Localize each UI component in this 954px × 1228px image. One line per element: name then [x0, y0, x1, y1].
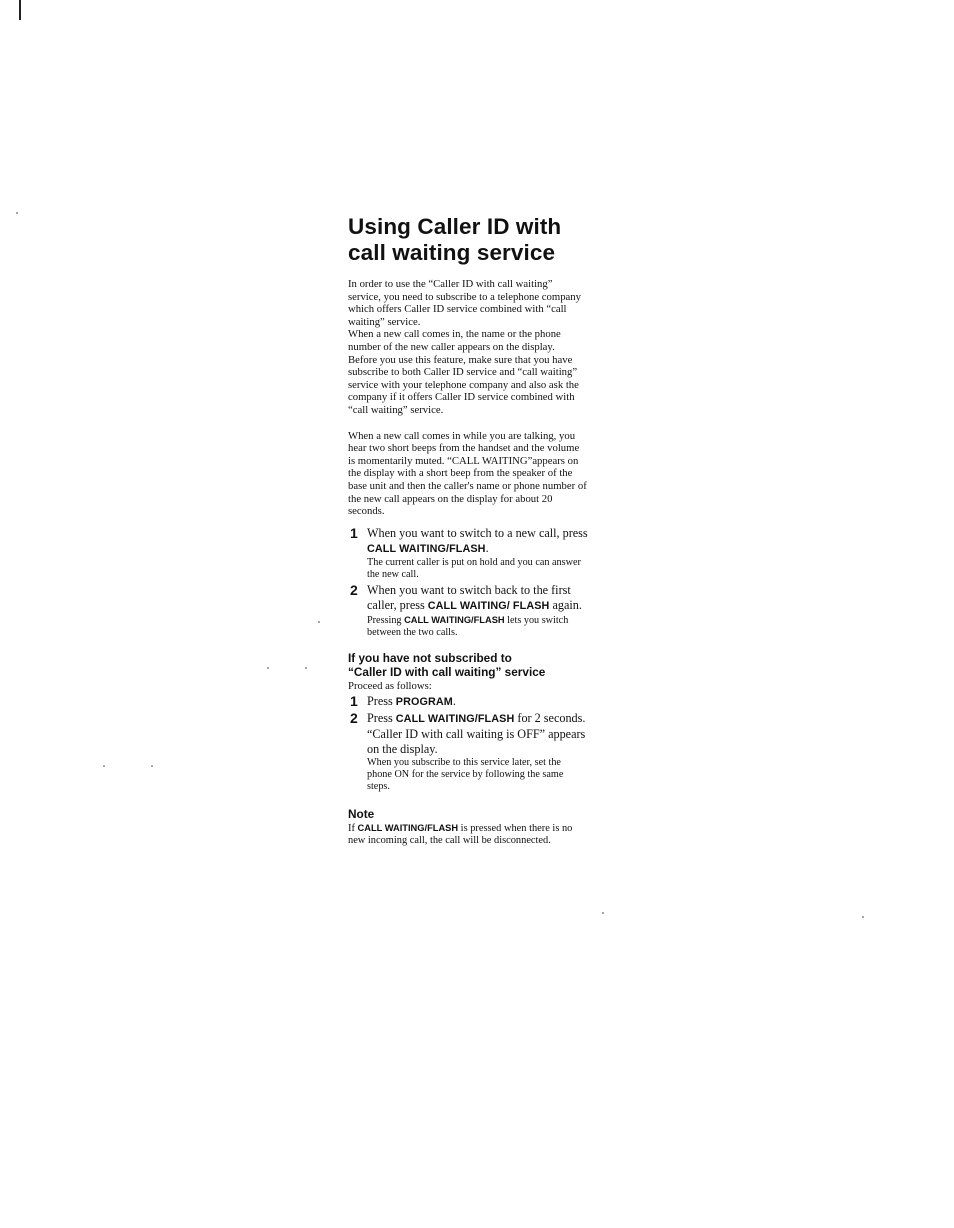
- step-text: [367, 694, 588, 710]
- intro-paragraph-3: Before you use this feature, make sure that you have subscribe to both Caller ID service and “call waiting” service with your telephone company and also ask the company if it offers Caller ID service combined with “call waiting” service.: [348, 353, 579, 416]
- intro-paragraph-1: In order to use the “Caller ID with call waiting” service, you need to subscribe to a telephone company which offers Caller ID service combined with “call waiting” service.: [348, 278, 581, 328]
- scan-speck: [305, 667, 307, 669]
- step-display-message: “Caller ID with call waiting is OFF” appears on the display.: [367, 726, 586, 756]
- unsubscribed-steps: [348, 694, 588, 793]
- step-result: When you subscribe to this service later, set the phone ON for the service by following the same steps.: [367, 756, 564, 792]
- step-result: The current caller is put on hold and you can answer the new call.: [367, 556, 581, 580]
- key-label: PROGRAM: [395, 695, 453, 708]
- step-text-part: When you want to switch back to the first caller, press: [367, 582, 571, 612]
- scan-speck: [602, 912, 604, 914]
- proceed-text: Proceed as follows:: [348, 679, 432, 692]
- step-number: 1: [350, 524, 358, 541]
- scan-speck: [103, 765, 105, 767]
- step-result: [367, 614, 588, 639]
- scan-edge-mark: [19, 0, 21, 20]
- step-text: [367, 526, 588, 557]
- step-text-part: .: [485, 540, 489, 555]
- step-text-part: again.: [549, 597, 582, 612]
- key-label: CALL WAITING/FLASH: [367, 542, 486, 555]
- step-sub-part: Pressing: [367, 614, 405, 626]
- scan-speck: [318, 621, 320, 623]
- subsection-heading: [348, 651, 588, 680]
- step-text: [367, 583, 588, 614]
- paragraph-gap: [348, 417, 588, 430]
- step-sub-part: lets you switch between the two calls.: [367, 614, 569, 638]
- step-number: 1: [350, 692, 358, 709]
- sub-step-2: [348, 711, 588, 793]
- step-text-part: for 2 seconds.: [514, 710, 586, 725]
- step-text: [367, 711, 588, 727]
- subsection-heading-line-1: If you have not subscribed to: [348, 650, 512, 665]
- scan-speck: [267, 667, 269, 669]
- sub-step-1: [348, 694, 588, 710]
- note-text: [348, 822, 588, 848]
- key-label: CALL WAITING/FLASH: [357, 822, 459, 833]
- key-label: CALL WAITING/FLASH: [395, 712, 515, 725]
- key-label: CALL WAITING/FLASH: [404, 614, 505, 625]
- step-text-part: When you want to switch to a new call, press: [367, 525, 588, 540]
- intro-paragraph-2: When a new call comes in, the name or the phone number of the new caller appears on the display.: [348, 328, 561, 353]
- title-line-1: Using Caller ID with: [348, 214, 562, 239]
- note-text-part: is pressed when there is no new incoming call, the call will be disconnected.: [348, 822, 573, 847]
- step-2: [348, 583, 588, 639]
- page-title: [348, 214, 588, 266]
- step-text-part: .: [452, 693, 456, 708]
- step-text-part: Press: [367, 693, 396, 708]
- key-label: CALL WAITING/ FLASH: [427, 599, 550, 612]
- step-text-part: Press: [367, 710, 396, 725]
- subsection-heading-line-2: “Caller ID with call waiting” service: [348, 665, 546, 680]
- scan-speck: [151, 765, 153, 767]
- title-line-2: call waiting service: [348, 240, 556, 265]
- step-number: 2: [350, 581, 358, 598]
- note-heading: Note: [348, 806, 375, 821]
- step-number: 2: [350, 709, 358, 726]
- scan-speck: [862, 916, 864, 918]
- scan-speck: [16, 212, 18, 214]
- switch-call-steps: [348, 526, 588, 639]
- step-1: [348, 526, 588, 581]
- body-paragraph: When a new call comes in while you are talking, you hear two short beeps from the handset and the volume is momentarily muted. “CALL WAITING”appears on the display with a short beep from the speaker of the base unit and then the caller's name or phone number of the new call appears on the display for about 20 seconds.: [348, 429, 587, 518]
- manual-page-column: [348, 214, 588, 848]
- note-text-part: If: [348, 822, 358, 834]
